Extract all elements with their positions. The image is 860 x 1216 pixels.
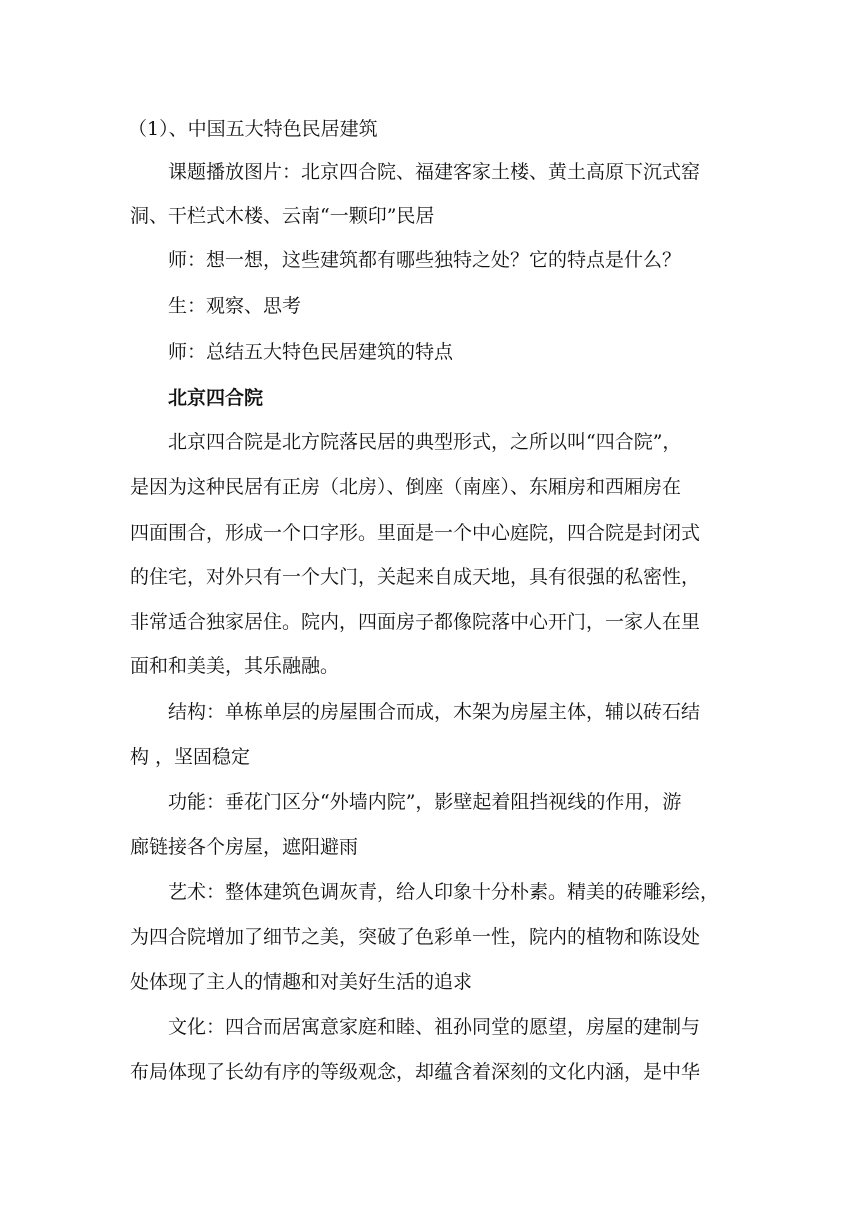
- subsection-heading: 北京四合院: [168, 387, 264, 409]
- paragraph-line: 师：想一想，这些建筑都有哪些独特之处？它的特点是什么？: [168, 249, 682, 271]
- paragraph-line: 艺术：整体建筑色调灰青，给人印象十分朴素。精美的砖雕彩绘，: [168, 881, 720, 903]
- paragraph-line: 布局体现了长幼有序的等级观念，却蕴含着深刻的文化内涵，是中华: [130, 1061, 701, 1083]
- paragraph-line: 洞、干栏式木楼、云南“一颗印”民居: [130, 205, 435, 227]
- paragraph-line: 师：总结五大特色民居建筑的特点: [168, 341, 454, 363]
- paragraph-line: 面和和美美，其乐融融。: [130, 655, 340, 677]
- paragraph-line: 非常适合独家居住。院内，四面房子都像院落中心开门，一家人在里: [130, 611, 701, 633]
- paragraph-line: 四面围合，形成一个口字形。里面是一个中心庭院，四合院是封闭式: [130, 522, 701, 544]
- paragraph-line: 构 ，坚固稳定: [130, 746, 251, 768]
- paragraph-line: 文化：四合而居寓意家庭和睦、祖孙同堂的愿望，房屋的建制与: [168, 1016, 701, 1038]
- paragraph-line: 课题播放图片：北京四合院、福建客家土楼、黄土高原下沉式窑: [168, 161, 701, 183]
- section-heading: （1）、中国五大特色民居建筑: [128, 118, 378, 140]
- paragraph-line: 结构：单栋单层的房屋围合而成，木架为房屋主体，辅以砖石结: [168, 701, 701, 723]
- paragraph-line: 的住宅，对外只有一个大门，关起来自成天地，具有很强的私密性，: [130, 566, 701, 588]
- paragraph-line: 为四合院增加了细节之美，突破了色彩单一性，院内的植物和陈设处: [130, 926, 701, 948]
- paragraph-line: 生：观察、思考: [168, 295, 302, 317]
- paragraph-line: 是因为这种民居有正房（北房）、倒座（南座）、东厢房和西厢房在: [130, 476, 682, 498]
- paragraph-line: 廊链接各个房屋，遮阳避雨: [130, 836, 359, 858]
- paragraph-line: 功能：垂花门区分“外墙内院”，影壁起着阻挡视线的作用，游: [168, 791, 682, 813]
- paragraph-line: 北京四合院是北方院落民居的典型形式，之所以叫“四合院”，: [168, 431, 682, 453]
- paragraph-line: 处体现了主人的情趣和对美好生活的追求: [130, 971, 473, 993]
